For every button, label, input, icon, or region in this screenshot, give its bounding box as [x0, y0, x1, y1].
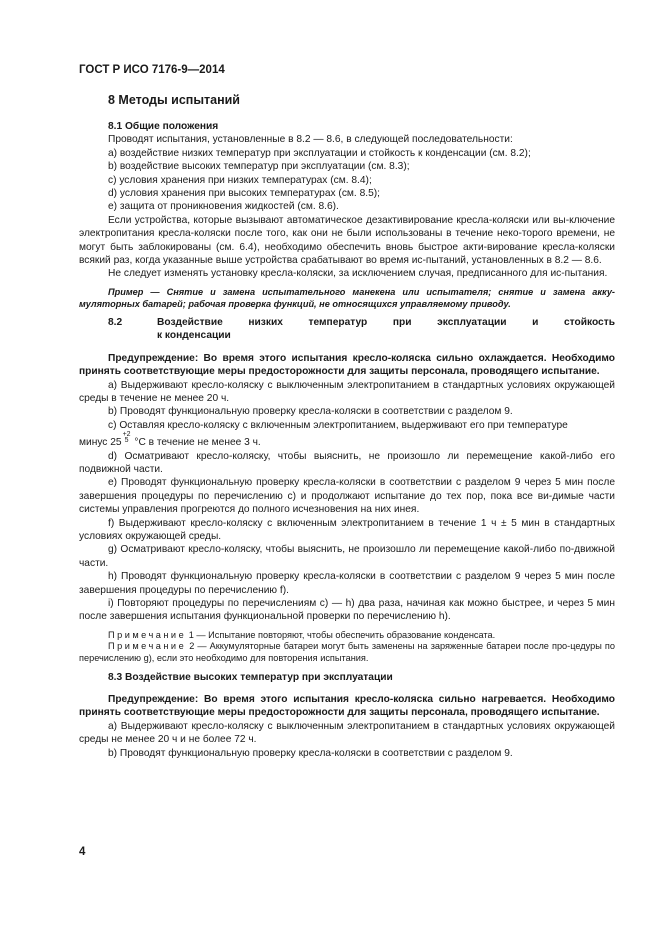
list-item-continuation [79, 432, 615, 449]
subsection-title-8-1: 8.1 Общие положения [108, 121, 219, 132]
list-item: d) условия хранения при высоких температурах (см. 8.5); [108, 188, 380, 200]
list-item: е) Проводят функциональную проверку кресла-коляски в соответствии с разделом 9 через 5 мин после завершения процедуры по перечислению с) и продолжают испытание до тех пор, пока все ви-димые части системы управления прогреются до полного исчезновения на них инея. [79, 477, 615, 516]
note-label: Примечание [108, 641, 187, 652]
tolerance-fraction [123, 432, 131, 444]
note-2 [79, 641, 615, 664]
list-item: с) Оставляя кресло-коляску с включенным электропитанием, выдерживают его при температуре [108, 419, 568, 431]
subsection-title-8-2 [79, 316, 615, 343]
list-item: а) воздействие низких температур при эксплуатации и стойкость к конденсации (см. 8.2); [108, 147, 531, 159]
list-item: с) условия хранения при низких температурах (см. 8.4); [108, 174, 372, 186]
list-item: h) Проводят функциональную проверку кресла-коляски в соответствии с разделом 9 через 5 мин после завершения процедуры по перечислению f). [79, 571, 615, 596]
heading-word: Воздействие [157, 316, 223, 328]
section-title: 8 Методы испытаний [108, 93, 240, 107]
temperature-rest: °С в течение не менее 3 ч. [131, 437, 261, 449]
list-item: а) Выдерживают кресло-коляску с выключенным электропитанием в стандартных условиях окружающей среды в течение не менее 20 ч. [79, 379, 615, 404]
tolerance-minus: 5 [124, 437, 129, 445]
list-item: b) Проводят функциональную проверку кресла-коляски в соответствии с разделом 9. [108, 747, 513, 759]
note-text: 1 — Испытание повторяют, чтобы обеспечить образование конденсата. [186, 629, 496, 640]
list-item: d) Осматривают кресло-коляску, чтобы выяснить, не произошло ли перемещение какой-либо его подвижной части. [79, 450, 615, 475]
heading-line-2: к конденсации [157, 330, 231, 342]
list-item: е) защита от проникновения жидкостей (см. 8.6). [108, 201, 339, 213]
tolerance-plus: +2 [122, 431, 131, 439]
heading-word: температур [308, 316, 368, 328]
paragraph: Если устройства, которые вызывают автоматическое дезактивирование кресла-коляски или вы-ключение электропитания кресла-коляски после того, как они не были использованы в течение неко-торого времени, не могут быть заблокированы (см. 6.4), необходимо обеспечить вновь быстрое акти-вирование кресла-коляски всякий раз, когда указанные выше устройства срабатывают во время ис-пытаний, установленных в 8.2 — 8.6. [79, 214, 615, 267]
warning-text: Предупреждение: Во время этого испытания кресло-коляска сильно охлаждается. Необходимо принять соответствующие меры предосторожности для защиты персонала, проводящего испытание. [79, 352, 615, 378]
heading-word: и [532, 316, 539, 328]
note-label: Примечание [108, 629, 187, 640]
heading-word: при [392, 316, 412, 328]
document-header: ГОСТ Р ИСО 7176-9—2014 [79, 64, 225, 76]
temperature-value: минус 25 [79, 437, 122, 449]
heading-word: эксплуатации [437, 316, 507, 328]
list-item: g) Осматривают кресло-коляску, чтобы выяснить, не произошло ли перемещение какой-либо по-движной части. [79, 544, 615, 569]
list-item: f) Выдерживают кресло-коляску с включенным электропитанием в течение 1 ч ± 5 мин в стандартных условиях окружающей среды. [79, 517, 615, 542]
subsection-number: 8.2 [108, 316, 123, 328]
subsection-title-8-3: 8.3 Воздействие высоких температур при эксплуатации [108, 671, 393, 683]
note-text: 2 — Аккумуляторные батареи могут быть заменены на заряженные батареи после про-цедуры по перечислению g), если это необходимо для повторения испытания. [79, 641, 615, 663]
warning-text: Предупреждение: Во время этого испытания кресло-коляска сильно нагревается. Необходимо принять соответствующие меры предосторожности для защиты персонала, проводящего испытание. [79, 694, 615, 719]
heading-word: низких [248, 316, 283, 328]
list-item: а) Выдерживают кресло-коляску с выключенным электропитанием в стандартных условиях окружающей среды не менее 20 ч и не более 72 ч. [79, 720, 615, 746]
list-item: i) Повторяют процедуры по перечислениям с) — h) два раза, начиная как можно быстрее, и через 5 мин после завершения испытания функциональной проверки по перечислению h). [79, 598, 615, 623]
list-item: b) воздействие высоких температур при эксплуатации (см. 8.3); [108, 161, 410, 173]
paragraph-intro: Проводят испытания, установленные в 8.2 — 8.6, в следующей последовательности: [108, 134, 513, 146]
heading-word: стойкость [564, 316, 615, 328]
page-content [79, 120, 615, 760]
paragraph: Не следует изменять установку кресла-коляски, за исключением случая, предписанного для ис-пытания. [108, 268, 608, 280]
page-number: 4 [79, 846, 86, 858]
example-text: Пример — Снятие и замена испытательного манекена или испытателя; снятие и замена акку-муляторных батарей; рабочая проверка функций, не относящихся управляемому приводу. [79, 286, 615, 309]
note-1 [79, 630, 615, 642]
list-item: b) Проводят функциональную проверку кресла-коляски в соответствии с разделом 9. [108, 406, 513, 418]
